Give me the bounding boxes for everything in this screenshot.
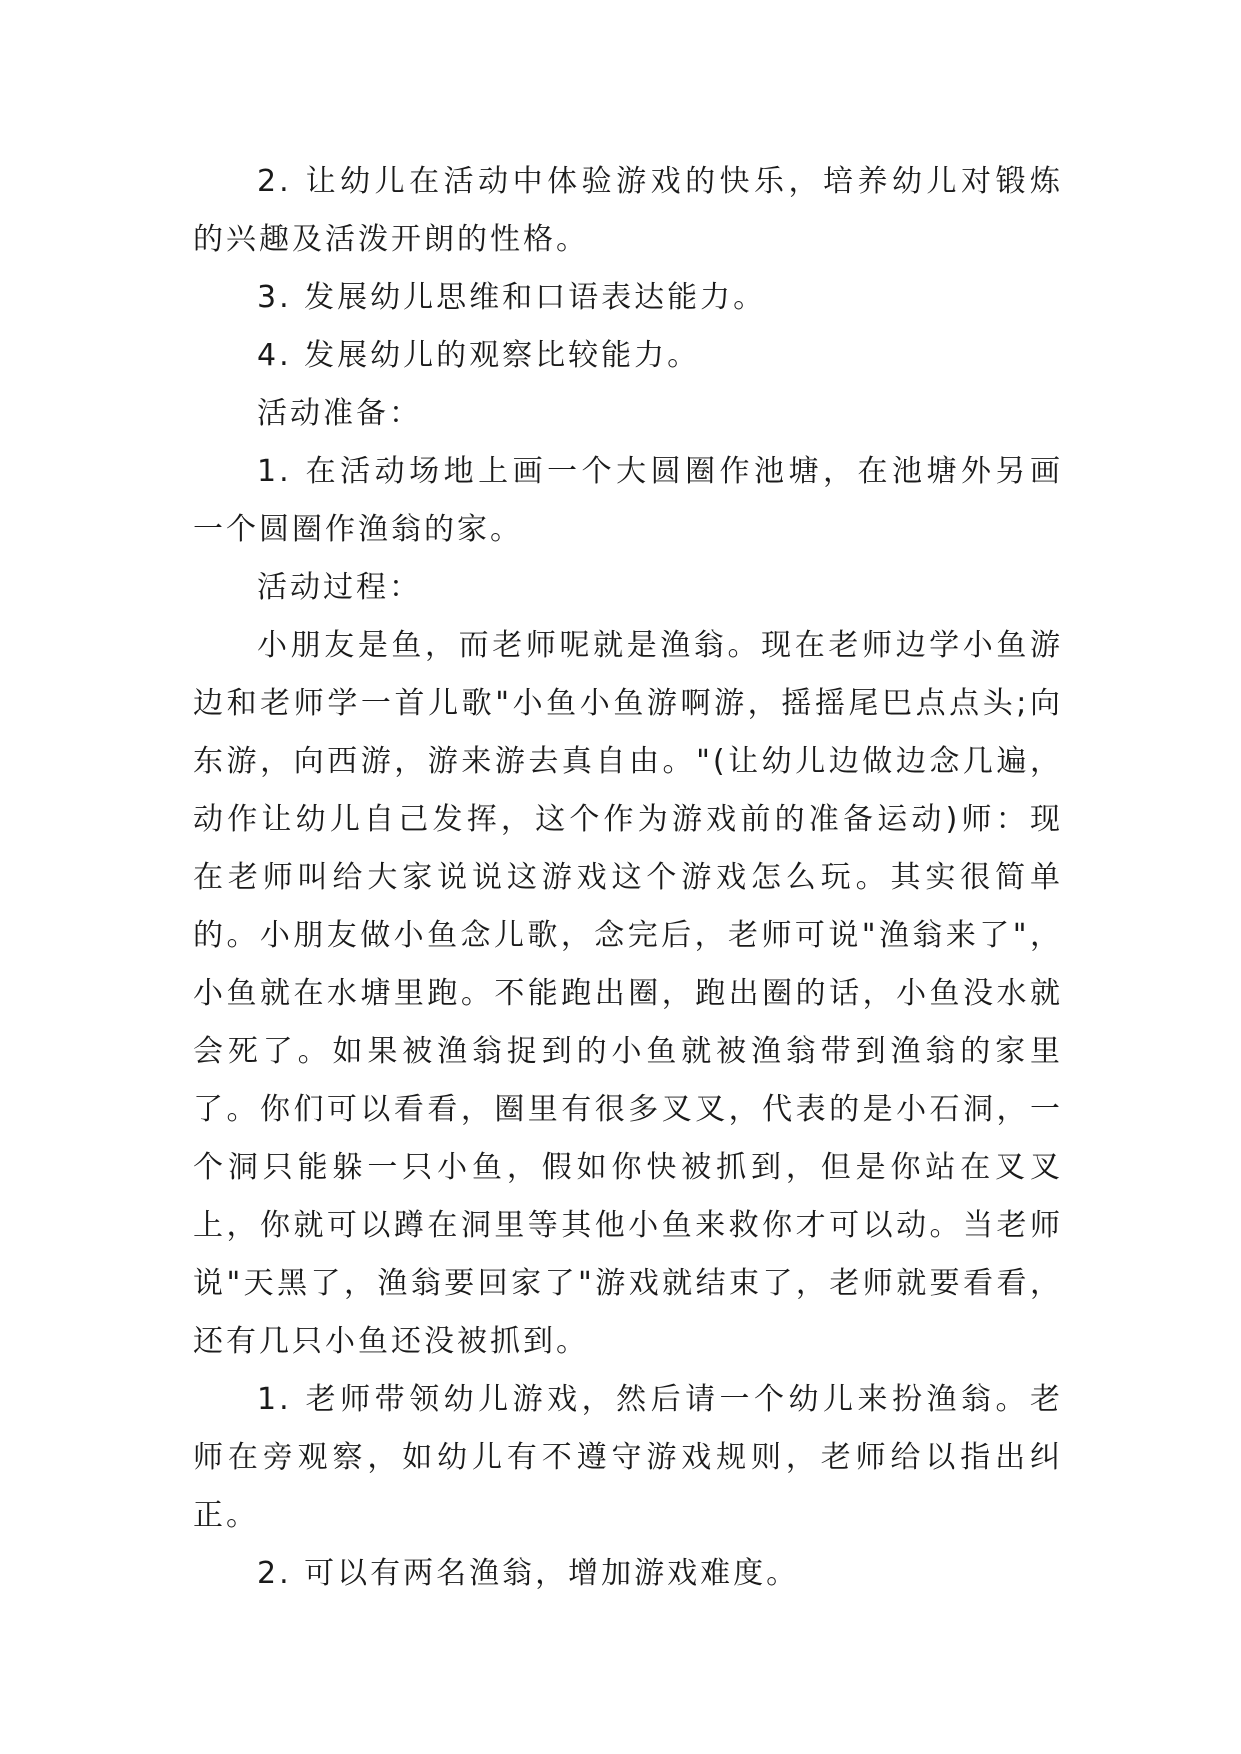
- process-step-2-paragraph: 2. 可以有两名渔翁，增加游戏难度。: [257, 1556, 800, 1591]
- goal-3-paragraph: 3. 发展幼儿思维和口语表达能力。: [257, 280, 767, 315]
- goal-4-paragraph: 4. 发展幼儿的观察比较能力。: [257, 338, 701, 373]
- goal-2-paragraph: 2. 让幼儿在活动中体验游戏的快乐，培养幼儿对锻炼的兴趣及活泼开朗的性格。: [193, 164, 1063, 257]
- preparation-1-paragraph: 1. 在活动场地上画一个大圆圈作池塘，在池塘外另画一个圆圈作渔翁的家。: [193, 454, 1063, 547]
- process-step-1-paragraph: 1. 老师带领幼儿游戏，然后请一个幼儿来扮渔翁。老师在旁观察，如幼儿有不遵守游戏规则，老师给以指出纠正。: [193, 1382, 1063, 1533]
- process-description-paragraph: 小朋友是鱼，而老师呢就是渔翁。现在老师边学小鱼游边和老师学一首儿歌"小鱼小鱼游啊游，摇摇尾巴点点头;向东游，向西游，游来游去真自由。"(让幼儿边做边念几遍，动作让幼儿自己发挥，这个作为游戏前的准备运动)师：现在老师叫给大家说说这游戏这个游戏怎么玩。其实很简单的。小朋友做小鱼念儿歌，念完后，老师可说"渔翁来了"，小鱼就在水塘里跑。不能跑出圈，跑出圈的话，小鱼没水就会死了。如果被渔翁捉到的小鱼就被渔翁带到渔翁的家里了。你们可以看看，圈里有很多叉叉，代表的是小石洞，一个洞只能躲一只小鱼，假如你快被抓到，但是你站在叉叉上，你就可以蹲在洞里等其他小鱼来救你才可以动。当老师说"天黑了，渔翁要回家了"游戏就结束了，老师就要看看，还有几只小鱼还没被抓到。: [193, 628, 1063, 1359]
- process-heading: 活动过程：: [257, 570, 422, 605]
- document-body: [193, 153, 1063, 1603]
- preparation-heading: 活动准备：: [257, 396, 422, 431]
